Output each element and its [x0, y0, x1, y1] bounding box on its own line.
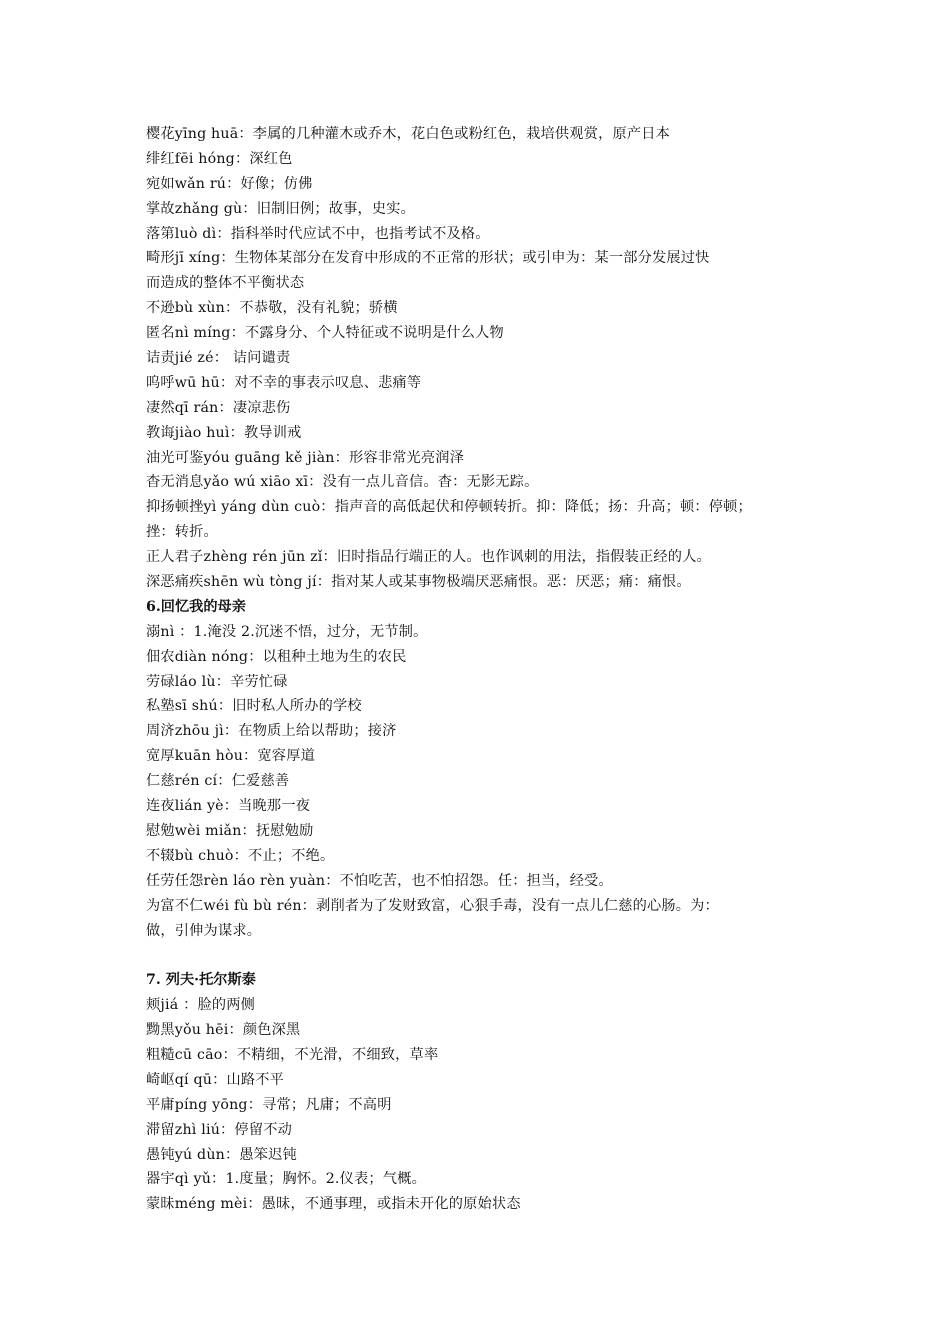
entry-line: 挫：转折。 — [146, 524, 218, 541]
entry-line: 落第luò dì：指科举时代应试不中，也指考试不及格。 — [146, 225, 490, 242]
vocabulary-list — [146, 122, 826, 1217]
entry-line: 连夜lián yè：当晚那一夜 — [146, 798, 311, 815]
entry-line: 不辍bù chuò：不止；不绝。 — [146, 847, 335, 864]
entry-line: 匿名nì míng：不露身分、个人特征或不说明是什么人物 — [146, 325, 504, 342]
entry-line: 做，引伸为谋求。 — [146, 922, 262, 939]
section-5-entries — [146, 122, 826, 595]
entry-line: 教诲jiào huì：教导训戒 — [146, 424, 302, 441]
section-heading: 6.回忆我的母亲 — [146, 598, 246, 615]
entry-line: 凄然qī rán：凄凉悲伤 — [146, 399, 291, 416]
blank-line — [146, 943, 826, 968]
entry-line: 绯红fēi hóng：深红色 — [146, 150, 293, 167]
entry-line: 崎岖qí qū：山路不平 — [146, 1071, 285, 1088]
entry-line: 而造成的整体不平衡状态 — [146, 275, 305, 292]
entry-line: 佃农diàn nóng：以租种土地为生的农民 — [146, 648, 407, 665]
entry-line: 溺nì ：1.淹没 2.沉迷不悟，过分，无节制。 — [146, 623, 428, 640]
entry-line: 宽厚kuān hòu：宽容厚道 — [146, 748, 315, 765]
section-7 — [146, 968, 826, 1217]
entry-line: 诘责jié zé： 诘问谴责 — [146, 350, 291, 367]
entry-line: 掌故zhǎng gù：旧制旧例；故事，史实。 — [146, 200, 416, 217]
entry-line: 抑扬顿挫yì yáng dùn cuò：指声音的高低起伏和停顿转折。抑：降低；扬：升高；顿：停顿； — [146, 499, 752, 516]
entry-line: 私塾sī shú：旧时私人所办的学校 — [146, 698, 362, 715]
entry-line: 慰勉wèi miǎn：抚慰勉励 — [146, 822, 314, 839]
entry-line: 器宇qì yǔ：1.度量；胸怀。2.仪表；气概。 — [146, 1171, 426, 1188]
entry-line: 任劳任怨rèn láo rèn yuàn：不怕吃苦，也不怕招怨。任：担当，经受。 — [146, 872, 613, 889]
entry-line: 呜呼wū hū：对不幸的事表示叹息、悲痛等 — [146, 374, 422, 391]
entry-line: 蒙昧méng mèi：愚昧，不通事理，或指未开化的原始状态 — [146, 1196, 521, 1213]
entry-line: 粗糙cū cāo：不精细，不光滑，不细致，草率 — [146, 1046, 439, 1063]
entry-line: 正人君子zhèng rén jūn zǐ：旧时指品行端正的人。也作讽刺的用法，指假装正经的人。 — [146, 549, 711, 566]
entry-line: 仁慈rén cí：仁爱慈善 — [146, 773, 290, 790]
entry-line: 油光可鉴yóu guāng kě jiàn：形容非常光亮润泽 — [146, 449, 465, 466]
entry-line: 杳无消息yǎo wú xiāo xī：没有一点儿音信。杳：无影无踪。 — [146, 474, 539, 491]
section-6 — [146, 595, 826, 943]
entry-line: 为富不仁wéi fù bù rén：剥削者为了发财致富，心狠手毒，没有一点儿仁慈的心肠。为： — [146, 897, 719, 914]
entry-line: 颊jiá ：脸的两侧 — [146, 997, 256, 1014]
entry-line: 愚钝yú dùn：愚笨迟钝 — [146, 1146, 297, 1163]
entry-line: 滞留zhì liú：停留不动 — [146, 1121, 292, 1138]
entry-line: 樱花yīng huā：李属的几种灌木或乔木，花白色或粉红色，栽培供观赏，原产日本 — [146, 126, 671, 142]
entry-line: 宛如wǎn rú：好像；仿佛 — [146, 175, 313, 192]
entry-line: 平庸píng yōng：寻常；凡庸；不高明 — [146, 1096, 392, 1113]
entry-line: 黝黑yǒu hēi：颜色深黑 — [146, 1022, 301, 1039]
entry-line: 畸形jī xíng：生物体某部分在发育中形成的不正常的形状；或引申为：某一部分发展过快 — [146, 250, 710, 267]
entry-line: 劳碌láo lù：辛劳忙碌 — [146, 673, 288, 690]
entry-line: 不逊bù xùn：不恭敬，没有礼貌；骄横 — [146, 300, 398, 317]
section-heading: 7. 列夫·托尔斯泰 — [146, 972, 256, 989]
entry-line: 周济zhōu jì：在物质上给以帮助；接济 — [146, 723, 397, 740]
entry-line: 深恶痛疾shēn wù tòng jí：指对某人或某事物极端厌恶痛恨。恶：厌恶；痛：痛恨。 — [146, 574, 691, 591]
